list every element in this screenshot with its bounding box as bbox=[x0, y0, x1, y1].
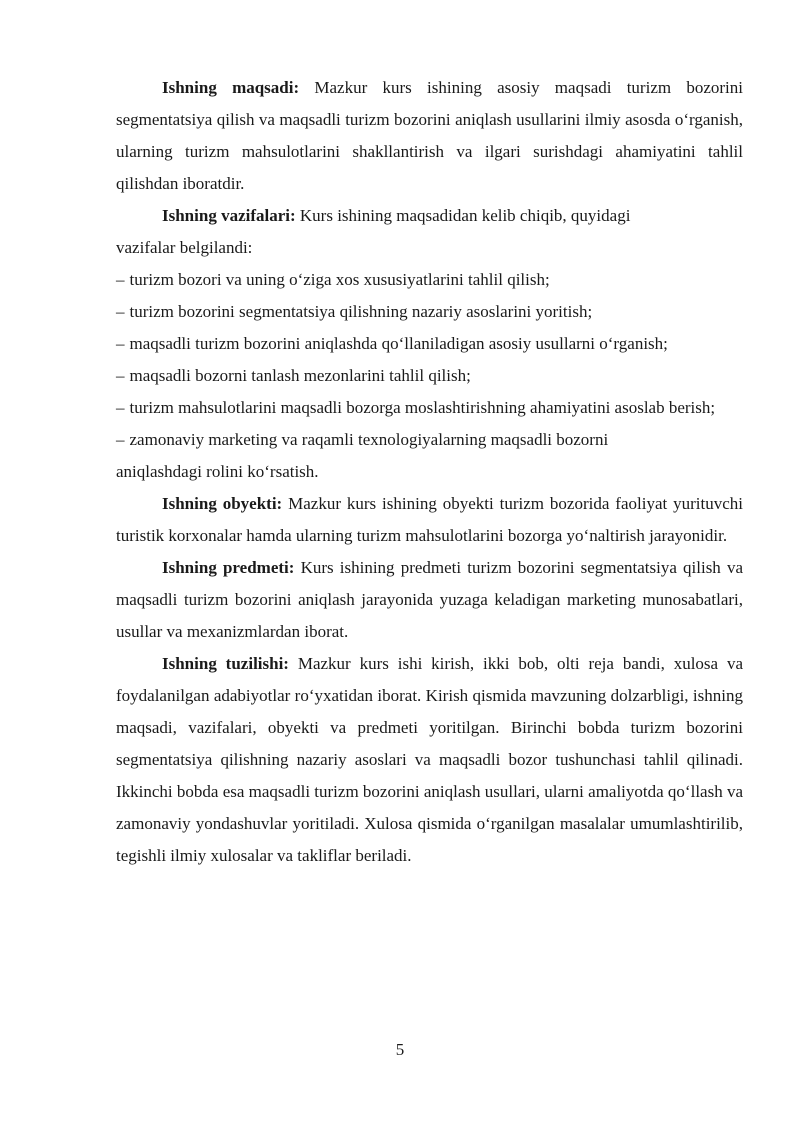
list-dash: – bbox=[116, 398, 125, 417]
list-item bbox=[116, 424, 676, 488]
list-item-text: turizm mahsulotlarini maqsadli bozorga moslashtirishning ahamiyatini asoslab berish; bbox=[129, 398, 716, 417]
list-item-text: zamonaviy marketing va raqamli texnologiyalarning maqsadli bozorni aniqlashdagi rolini ko‘rsatish. bbox=[116, 430, 609, 481]
vazifalar-continuation: vazifalar belgilandi: bbox=[116, 238, 253, 257]
list-dash: – bbox=[116, 302, 125, 321]
page-number: 5 bbox=[395, 1040, 405, 1059]
list-dash: – bbox=[116, 270, 125, 289]
text-obyekt: Mazkur kurs ishining obyekti turizm bozorida faoliyat yurituvchi turistik korxonalar hamda ularning turizm mahsulotlarini bozorga yo‘naltirish jarayonidir. bbox=[116, 494, 743, 545]
text-tuzilish: Mazkur kurs ishi kirish, ikki bob, olti reja bandi, xulosa va foydalanilgan adabiyotlar ro‘yxatidan iborat. Kirish qismida mavzuning dolzarbligi, ishning maqsadi, vazifalari, obyekti va predmeti yoritilgan. Birinchi bobda turizm bozorini segmentatsiya qilishning nazariy asoslari va maqsadli bozor tushunchasi tahlil qilinadi. Ikkinchi bobda esa maqsadli turizm bozorini aniqlash usullari, ularni amaliyotda qo‘llash va zamonaviy yondashuvlar yoritiladi. Xulosa qismida o‘rganilgan masalalar umumlashtirilib, tegishli ilmiy xulosalar va takliflar beriladi. bbox=[116, 654, 744, 865]
list-item bbox=[116, 264, 743, 296]
list-item-text: maqsadli bozorni tanlash mezonlarini tahlil qilish; bbox=[129, 366, 471, 385]
paragraph-obyekt bbox=[116, 488, 743, 552]
list-item bbox=[116, 296, 743, 328]
document-page bbox=[116, 72, 743, 872]
paragraph-tuzilish bbox=[116, 648, 743, 872]
list-dash: – bbox=[116, 334, 125, 353]
paragraph-vazifalar bbox=[116, 200, 743, 232]
list-item-text: turizm bozorini segmentatsiya qilishning nazariy asoslarini yoritish; bbox=[129, 302, 593, 321]
heading-maqsad: Ishning maqsadi: bbox=[162, 78, 300, 97]
list-dash: – bbox=[116, 366, 125, 385]
list-item bbox=[116, 360, 743, 392]
list-item bbox=[116, 392, 716, 424]
paragraph-maqsad bbox=[116, 72, 743, 200]
text-maqsad: Mazkur kurs ishining asosiy maqsadi turizm bozorini segmentatsiya qilish va maqsadli turizm bozorini aniqlash usullarini ilmiy asosda o‘rganish, ularning turizm mahsulotlarini shakllantirish va ilgari surishdagi ahamiyatini tahlil qilishdan iboratdir. bbox=[116, 78, 743, 193]
heading-tuzilish: Ishning tuzilishi: bbox=[162, 654, 289, 673]
list-item bbox=[116, 328, 743, 360]
text-predmet: Kurs ishining predmeti turizm bozorini segmentatsiya qilish va maqsadli turizm bozorini aniqlash jarayonida yuzaga keladigan marketing munosabatlari, usullar va mexanizmlardan iborat. bbox=[116, 558, 743, 641]
heading-predmet: Ishning predmeti: bbox=[162, 558, 295, 577]
vazifalar-list bbox=[116, 264, 743, 488]
text-vazifalar: Kurs ishining maqsadidan kelib chiqib, quyidagi bbox=[295, 206, 631, 225]
heading-vazifalar: Ishning vazifalari: bbox=[162, 206, 296, 225]
list-item-text: maqsadli turizm bozorini aniqlashda qo‘llaniladigan asosiy usullarni o‘rganish; bbox=[129, 334, 668, 353]
paragraph-predmet bbox=[116, 552, 743, 648]
list-dash: – bbox=[116, 430, 125, 449]
heading-obyekt: Ishning obyekti: bbox=[162, 494, 283, 513]
list-item-text: turizm bozori va uning o‘ziga xos xususiyatlarini tahlil qilish; bbox=[129, 270, 550, 289]
